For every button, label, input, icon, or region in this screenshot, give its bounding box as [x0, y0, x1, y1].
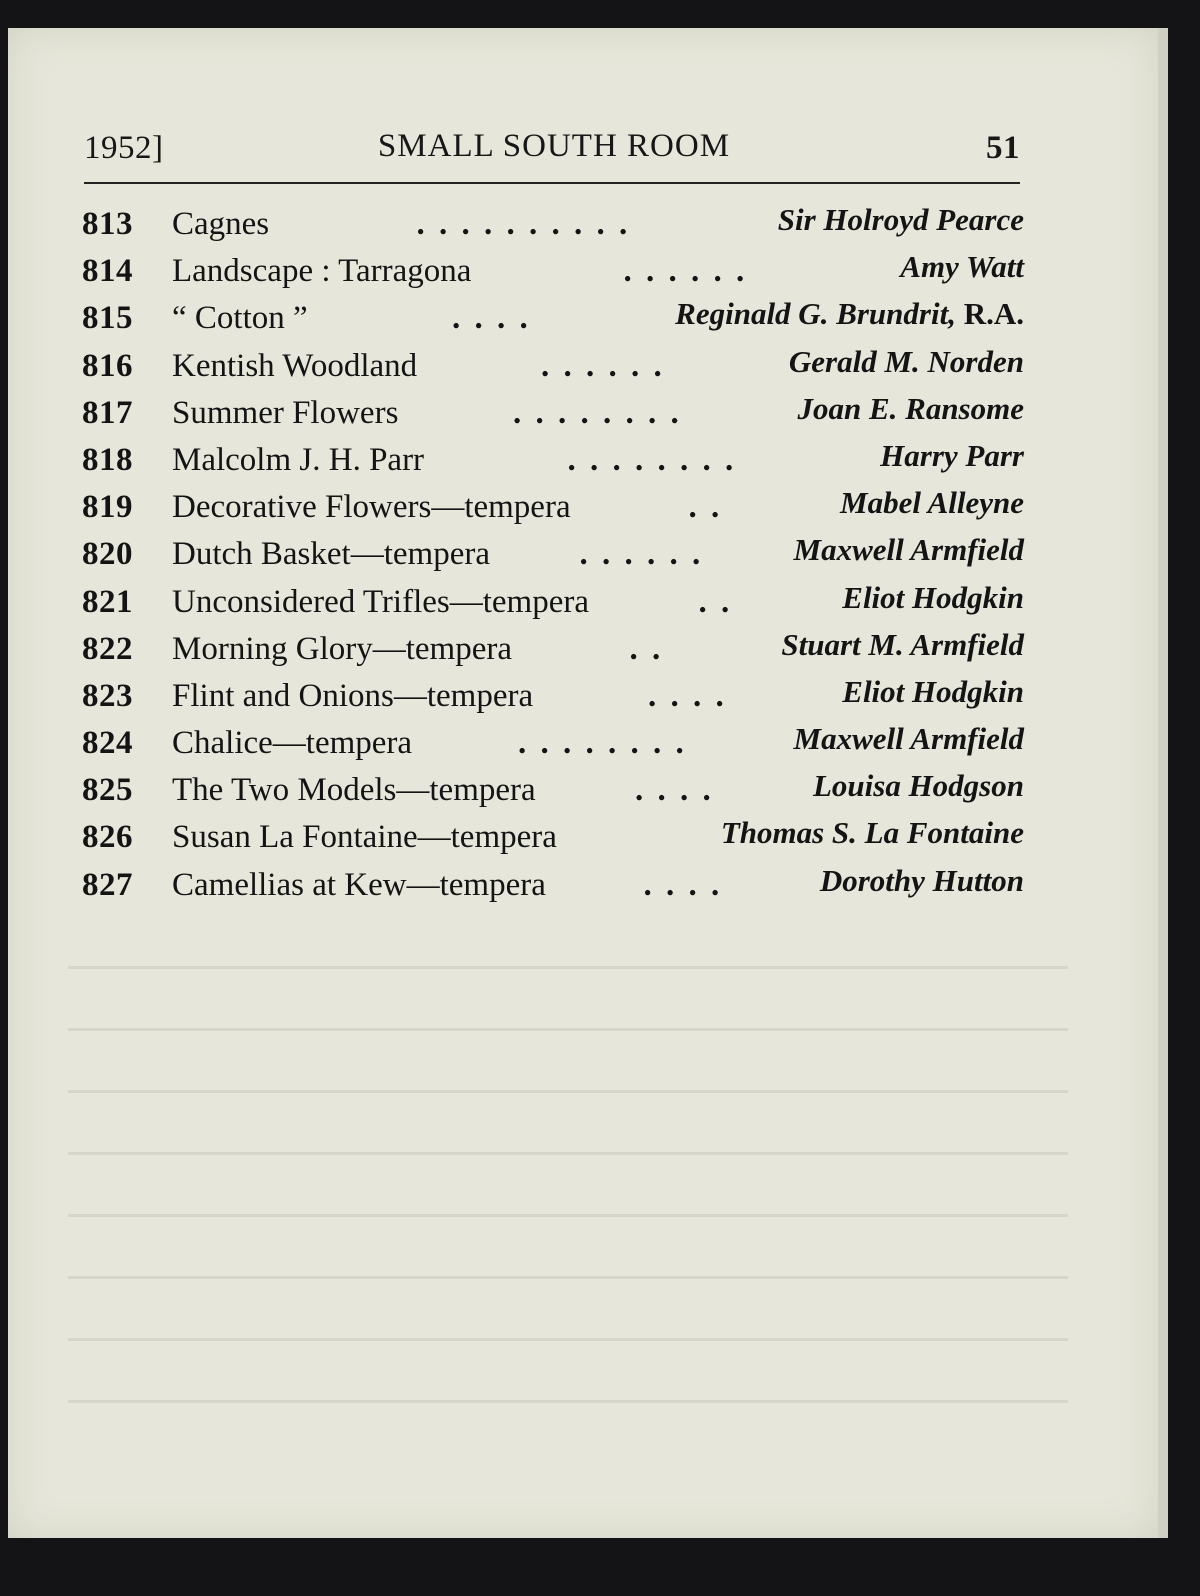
entry-leader-dots: . . . . . . . .: [513, 394, 682, 431]
entry-number: 822: [82, 630, 133, 667]
catalogue-entry: [82, 245, 1024, 292]
entry-number: 825: [82, 772, 133, 809]
entry-artist-name: Gerald M. Norden: [788, 343, 1024, 379]
entry-title: Chalice—tempera: [172, 725, 413, 762]
entry-artist-name: Maxwell Armfield: [793, 721, 1024, 757]
entry-leader-dots: . .: [629, 630, 664, 667]
entry-title: Kentish Woodland: [172, 347, 418, 384]
entry-artist: [781, 627, 1024, 663]
catalogue-entry: [82, 623, 1024, 670]
entry-leader-dots: . . . .: [635, 772, 714, 809]
entry-number: 820: [82, 536, 133, 573]
entry-leader-dots: . . . . . .: [541, 347, 665, 384]
entry-title: Dutch Basket—tempera: [172, 536, 490, 573]
entry-artist: [880, 438, 1024, 474]
entry-title: Flint and Onions—tempera: [172, 677, 534, 714]
entry-leader-dots: . . . . . . . .: [518, 725, 687, 762]
page-title: SMALL SOUTH ROOM: [377, 128, 731, 164]
entry-number: 819: [82, 489, 133, 526]
entry-artist: [794, 532, 1025, 568]
entry-leader-dots: . . . .: [643, 866, 723, 903]
entry-number: 813: [82, 206, 133, 242]
entry-number: 823: [82, 677, 133, 714]
catalogue-entry: [82, 434, 1024, 481]
entry-artist-name: Harry Parr: [880, 437, 1024, 473]
entry-title: The Two Models—tempera: [172, 772, 536, 809]
entry-title: Susan La Fontaine—tempera: [172, 819, 557, 856]
entry-artist: [900, 249, 1024, 285]
entry-leader-dots: . . . . . .: [579, 536, 704, 573]
entry-leader-dots: . . . .: [648, 677, 727, 714]
entry-title: Morning Glory—tempera: [172, 630, 513, 667]
entry-artist-name: Maxwell Armfield: [793, 532, 1024, 568]
entry-artist: [794, 721, 1025, 757]
entry-artist-name: Dorothy Hutton: [819, 862, 1024, 898]
entry-number: 821: [82, 583, 133, 620]
entry-artist: [842, 674, 1024, 710]
catalogue-entry: [82, 387, 1024, 434]
entry-artist-name: Eliot Hodgkin: [842, 579, 1024, 615]
entry-artist: [778, 202, 1024, 238]
entry-number: 818: [82, 441, 133, 478]
catalogue-entry: [82, 292, 1024, 339]
entry-artist-name: Mabel Alleyne: [840, 485, 1024, 521]
entry-number: 826: [82, 819, 133, 856]
entry-title: Decorative Flowers—tempera: [172, 489, 571, 526]
entry-leader-dots: . . . . . .: [623, 253, 748, 290]
entry-artist: [842, 580, 1024, 616]
entry-title: Unconsidered Trifles—tempera: [172, 583, 589, 620]
entry-artist: [820, 863, 1024, 899]
catalogue-entry: [82, 576, 1024, 623]
entry-leader-dots: . . . . . . . . . .: [416, 206, 631, 242]
entry-artist: [721, 815, 1024, 851]
entry-artist: [797, 391, 1024, 427]
entry-artist: [789, 344, 1024, 380]
entry-number: 817: [82, 394, 133, 431]
entry-artist-name: Reginald G. Brundrit,: [675, 296, 956, 332]
entry-number: 815: [82, 300, 133, 337]
entry-artist-name: Thomas S. La Fontaine: [720, 815, 1024, 851]
entry-artist-name: Amy Watt: [900, 249, 1024, 285]
entry-artist: [840, 485, 1024, 521]
catalogue-entry: [82, 528, 1024, 575]
entry-leader-dots: . .: [688, 489, 723, 526]
entry-artist-name: Louisa Hodgson: [812, 768, 1024, 804]
header-rule: [84, 182, 1020, 184]
catalogue-entry: [82, 481, 1024, 528]
entry-title: Camellias at Kew—tempera: [172, 866, 546, 903]
running-header: [84, 124, 1024, 174]
entry-leader-dots: . .: [698, 583, 733, 620]
entry-number: 814: [82, 253, 133, 290]
entry-artist-suffix: R.A.: [955, 296, 1024, 332]
reverse-side-show-through: [68, 928, 1068, 1428]
entry-artist-name: Joan E. Ransome: [797, 390, 1024, 426]
catalogue-entry: [82, 811, 1024, 858]
catalogue-entry: [82, 198, 1024, 245]
catalogue-entries: [82, 198, 1024, 906]
entry-leader-dots: . . . .: [452, 300, 531, 337]
entry-artist-name: Eliot Hodgkin: [842, 673, 1024, 709]
page-number: 51: [986, 130, 1020, 166]
entry-number: 816: [82, 347, 133, 384]
entry-artist: [675, 296, 1024, 332]
entry-artist-name: Sir Holroyd Pearce: [777, 202, 1024, 237]
entry-number: 827: [82, 866, 133, 903]
entry-title: “ Cotton ”: [172, 300, 308, 337]
entry-title: Cagnes: [172, 206, 270, 242]
entry-title: Malcolm J. H. Parr: [172, 441, 425, 478]
entry-artist: [813, 768, 1024, 804]
header-year: 1952]: [84, 130, 164, 166]
catalogue-entry: [82, 340, 1024, 387]
entry-number: 824: [82, 725, 133, 762]
catalogue-entry: [82, 859, 1024, 906]
entry-leader-dots: . . . . . . . .: [567, 441, 737, 478]
catalogue-entry: [82, 670, 1024, 717]
entry-artist-name: Stuart M. Armfield: [781, 626, 1024, 662]
catalogue-entry: [82, 717, 1024, 764]
catalogue-entry: [82, 764, 1024, 811]
entry-title: Summer Flowers: [172, 394, 399, 431]
entry-title: Landscape : Tarragona: [172, 253, 472, 290]
